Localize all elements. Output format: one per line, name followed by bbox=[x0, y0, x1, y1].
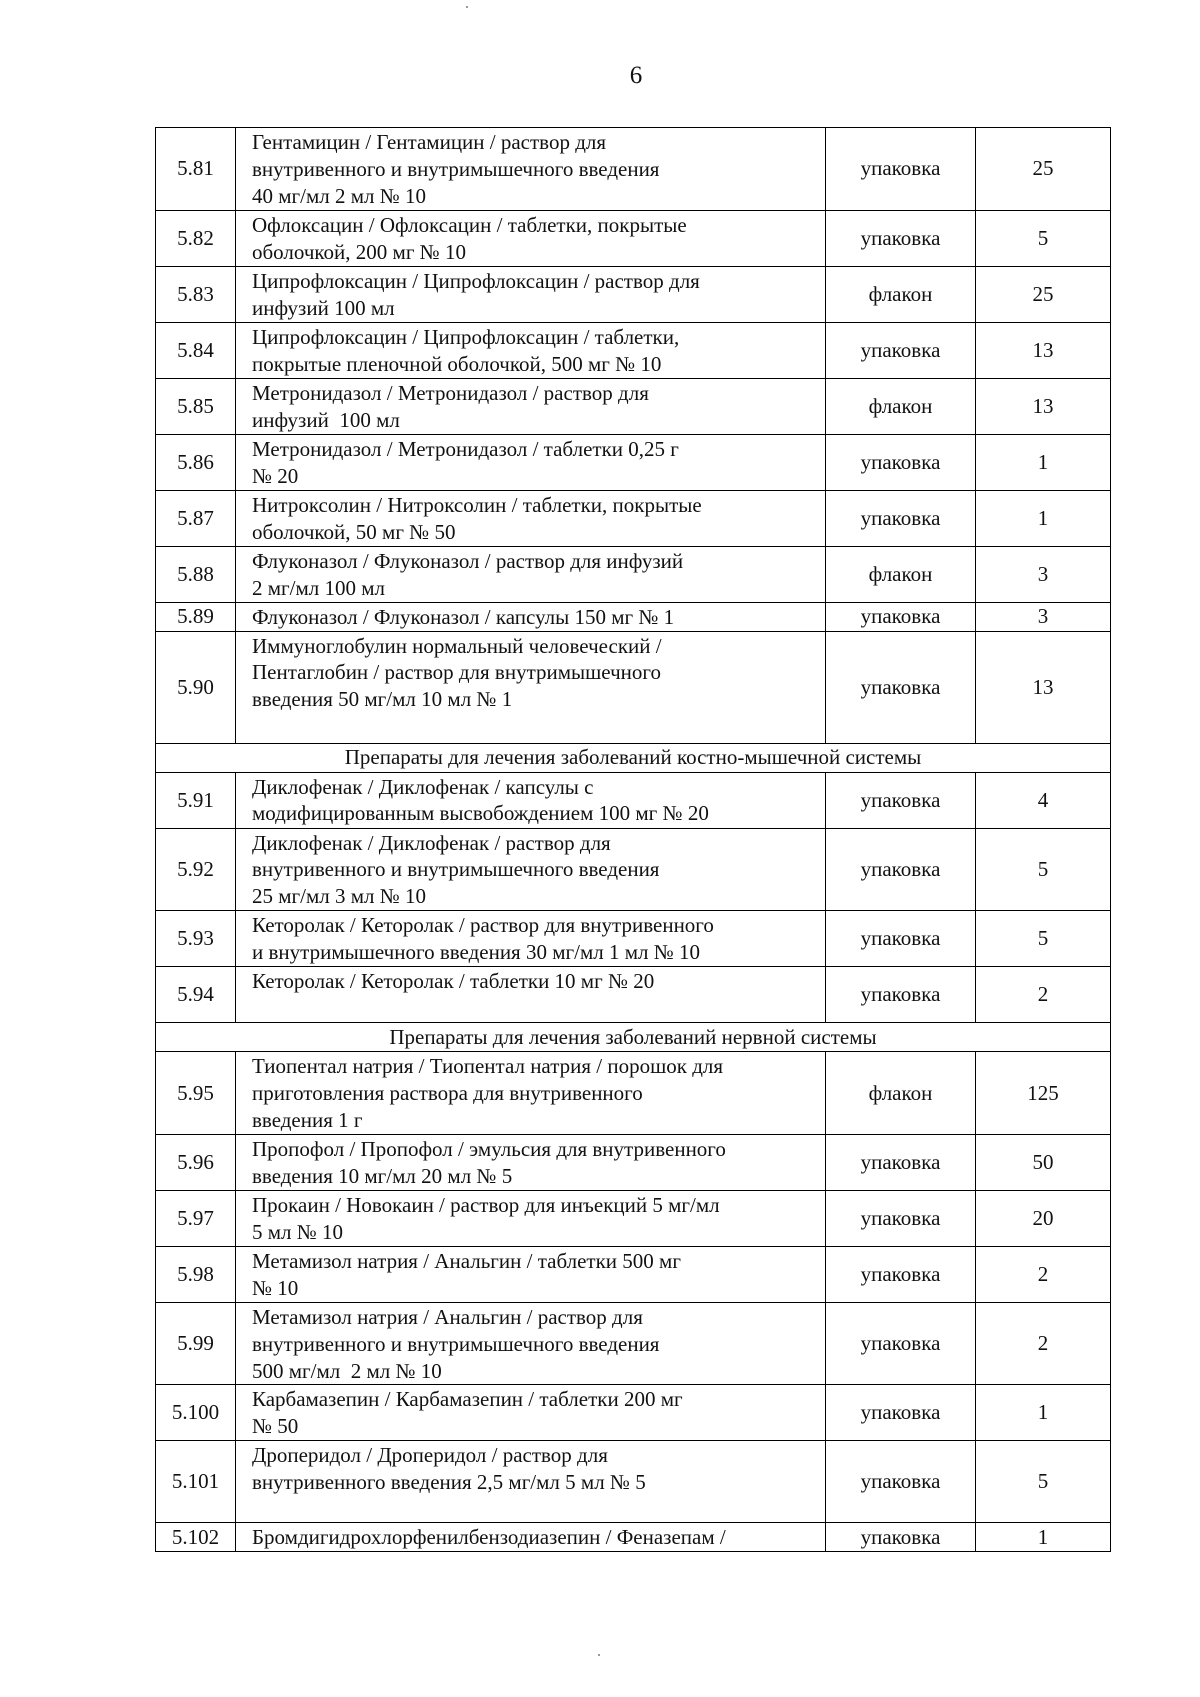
item-name-line: покрытые пленочной оболочкой, 500 мг № 10 bbox=[252, 351, 662, 376]
item-name-line: Флуконазол / Флуконазол / раствор для инфузий bbox=[252, 548, 684, 573]
item-name bbox=[236, 828, 826, 911]
item-name-line: Нитроксолин / Нитроксолин / таблетки, покрытые bbox=[252, 492, 702, 517]
item-quantity: 1 bbox=[976, 434, 1111, 490]
table-row bbox=[156, 911, 1111, 967]
item-quantity: 20 bbox=[976, 1190, 1111, 1246]
item-name-line: внутривенного и внутримышечного введения bbox=[252, 156, 660, 181]
item-unit: упаковка bbox=[826, 911, 976, 967]
medication-table bbox=[155, 127, 1111, 1552]
item-name-line: введения 10 мг/мл 20 мл № 5 bbox=[252, 1163, 513, 1188]
item-quantity: 3 bbox=[976, 602, 1111, 631]
item-unit: флакон bbox=[826, 1052, 976, 1135]
item-unit: упаковка bbox=[826, 772, 976, 828]
item-name-line: внутривенного и внутримышечного введения bbox=[252, 1331, 660, 1356]
item-unit: упаковка bbox=[826, 434, 976, 490]
item-quantity: 5 bbox=[976, 1441, 1111, 1523]
item-quantity: 5 bbox=[976, 210, 1111, 266]
item-quantity: 1 bbox=[976, 490, 1111, 546]
item-number: 5.95 bbox=[156, 1052, 236, 1135]
item-name bbox=[236, 1385, 826, 1441]
table-row bbox=[156, 631, 1111, 743]
item-name bbox=[236, 322, 826, 378]
item-unit: упаковка bbox=[826, 1523, 976, 1552]
item-unit: упаковка bbox=[826, 1441, 976, 1523]
item-number: 5.101 bbox=[156, 1441, 236, 1523]
item-name-line: Бромдигидрохлорфенилбензодиазепин / Феназепам / bbox=[252, 1525, 726, 1550]
item-name-line: Пропофол / Пропофол / эмульсия для внутривенного bbox=[252, 1136, 726, 1161]
item-name-line: № 50 bbox=[252, 1414, 299, 1439]
item-number: 5.87 bbox=[156, 490, 236, 546]
table-row bbox=[156, 546, 1111, 602]
item-name-line: приготовления раствора для внутривенного bbox=[252, 1081, 643, 1105]
item-number: 5.102 bbox=[156, 1523, 236, 1552]
item-unit: упаковка bbox=[826, 602, 976, 631]
item-quantity: 2 bbox=[976, 967, 1111, 1023]
table-row bbox=[156, 1246, 1111, 1302]
item-name bbox=[236, 1441, 826, 1523]
medication-table-body bbox=[156, 128, 1111, 1552]
item-number: 5.93 bbox=[156, 911, 236, 967]
item-name bbox=[236, 266, 826, 322]
item-number: 5.92 bbox=[156, 828, 236, 911]
item-name-line: Ципрофлоксацин / Ципрофлоксацин / раствор для bbox=[252, 268, 700, 293]
scan-speck bbox=[598, 1654, 600, 1656]
item-name-line: введения 50 мг/мл 10 мл № 1 bbox=[252, 687, 513, 712]
item-name bbox=[236, 210, 826, 266]
item-number: 5.94 bbox=[156, 967, 236, 1023]
item-name bbox=[236, 434, 826, 490]
item-name-line: Пентаглобин / раствор для внутримышечного bbox=[252, 660, 661, 685]
item-name-line: 25 мг/мл 3 мл № 10 bbox=[252, 884, 427, 909]
item-name bbox=[236, 1052, 826, 1135]
item-number: 5.83 bbox=[156, 266, 236, 322]
table-row bbox=[156, 434, 1111, 490]
table-row bbox=[156, 490, 1111, 546]
item-quantity: 50 bbox=[976, 1134, 1111, 1190]
item-quantity: 2 bbox=[976, 1246, 1111, 1302]
item-name-line: Офлоксацин / Офлоксацин / таблетки, покрытые bbox=[252, 212, 687, 237]
item-quantity: 13 bbox=[976, 631, 1111, 743]
item-quantity: 5 bbox=[976, 828, 1111, 911]
table-row bbox=[156, 266, 1111, 322]
item-unit: упаковка bbox=[826, 967, 976, 1023]
item-number: 5.99 bbox=[156, 1302, 236, 1385]
table-row bbox=[156, 1385, 1111, 1441]
item-number: 5.88 bbox=[156, 546, 236, 602]
item-name-line: Карбамазепин / Карбамазепин / таблетки 200 мг bbox=[252, 1387, 683, 1412]
item-name-line: инфузий 100 мл bbox=[252, 407, 400, 432]
item-unit: упаковка bbox=[826, 1190, 976, 1246]
item-name-line: инфузий 100 мл bbox=[252, 295, 395, 320]
item-name-line: и внутримышечного введения 30 мг/мл 1 мл № 10 bbox=[252, 940, 701, 964]
item-number: 5.86 bbox=[156, 434, 236, 490]
item-number: 5.97 bbox=[156, 1190, 236, 1246]
item-name bbox=[236, 1523, 826, 1552]
table-row bbox=[156, 378, 1111, 434]
table-row bbox=[156, 828, 1111, 911]
item-quantity: 3 bbox=[976, 546, 1111, 602]
scan-speck bbox=[466, 6, 468, 8]
item-name-line: Кеторолак / Кеторолак / таблетки 10 мг № 20 bbox=[252, 969, 655, 994]
table-row bbox=[156, 772, 1111, 828]
table-row bbox=[156, 128, 1111, 211]
item-name bbox=[236, 490, 826, 546]
item-quantity: 2 bbox=[976, 1302, 1111, 1385]
item-name-line: 5 мл № 10 bbox=[252, 1219, 344, 1244]
item-name-line: Прокаин / Новокаин / раствор для инъекций 5 мг/мл bbox=[252, 1192, 720, 1217]
item-name bbox=[236, 1302, 826, 1385]
section-title: Препараты для лечения заболеваний костно-мышечной системы bbox=[156, 743, 1111, 772]
item-number: 5.82 bbox=[156, 210, 236, 266]
page-number: 6 bbox=[629, 62, 643, 89]
item-name bbox=[236, 967, 826, 1023]
item-quantity: 5 bbox=[976, 911, 1111, 967]
item-quantity: 125 bbox=[976, 1052, 1111, 1135]
item-number: 5.98 bbox=[156, 1246, 236, 1302]
item-name-line: Метамизол натрия / Анальгин / таблетки 500 мг bbox=[252, 1248, 681, 1273]
item-unit: упаковка bbox=[826, 128, 976, 211]
item-number: 5.84 bbox=[156, 322, 236, 378]
table-row bbox=[156, 1523, 1111, 1552]
item-number: 5.100 bbox=[156, 1385, 236, 1441]
item-unit: упаковка bbox=[826, 1385, 976, 1441]
item-name-line: внутривенного и внутримышечного введения bbox=[252, 857, 660, 882]
item-name-line: Флуконазол / Флуконазол / капсулы 150 мг № 1 bbox=[252, 604, 675, 629]
item-number: 5.81 bbox=[156, 128, 236, 211]
item-number: 5.85 bbox=[156, 378, 236, 434]
item-quantity: 4 bbox=[976, 772, 1111, 828]
table-row bbox=[156, 1441, 1111, 1523]
item-name-line: Метронидазол / Метронидазол / таблетки 0,25 г bbox=[252, 436, 679, 461]
item-quantity: 25 bbox=[976, 266, 1111, 322]
item-name-line: Иммуноглобулин нормальный человеческий / bbox=[252, 633, 662, 658]
item-name bbox=[236, 631, 826, 743]
item-name-line: № 20 bbox=[252, 463, 299, 488]
item-unit: флакон bbox=[826, 546, 976, 602]
item-name-line: № 10 bbox=[252, 1275, 299, 1300]
item-name-line: модифицированным высвобождением 100 мг № 20 bbox=[252, 801, 709, 826]
item-unit: упаковка bbox=[826, 490, 976, 546]
item-name bbox=[236, 128, 826, 211]
item-name bbox=[236, 1190, 826, 1246]
table-row bbox=[156, 210, 1111, 266]
item-number: 5.89 bbox=[156, 602, 236, 631]
item-unit: упаковка bbox=[826, 210, 976, 266]
item-unit: упаковка bbox=[826, 631, 976, 743]
item-name-line: оболочкой, 50 мг № 50 bbox=[252, 519, 456, 544]
item-name-line: 2 мг/мл 100 мл bbox=[252, 575, 386, 600]
table-row bbox=[156, 1302, 1111, 1385]
table-row bbox=[156, 1052, 1111, 1135]
item-unit: упаковка bbox=[826, 1302, 976, 1385]
item-unit: упаковка bbox=[826, 1246, 976, 1302]
table-row bbox=[156, 967, 1111, 1023]
item-name-line: Тиопентал натрия / Тиопентал натрия / порошок для bbox=[252, 1054, 724, 1079]
item-name-line: Диклофенак / Диклофенак / капсулы с bbox=[252, 774, 594, 799]
item-name-line: 40 мг/мл 2 мл № 10 bbox=[252, 183, 427, 208]
section-header-row bbox=[156, 1023, 1111, 1052]
item-name-line: оболочкой, 200 мг № 10 bbox=[252, 239, 466, 264]
item-name bbox=[236, 378, 826, 434]
table-row bbox=[156, 1134, 1111, 1190]
item-name-line: Метронидазол / Метронидазол / раствор для bbox=[252, 380, 649, 405]
table-row bbox=[156, 322, 1111, 378]
item-name-line: Дроперидол / Дроперидол / раствор для bbox=[252, 1443, 608, 1468]
item-unit: флакон bbox=[826, 378, 976, 434]
item-unit: упаковка bbox=[826, 322, 976, 378]
item-quantity: 1 bbox=[976, 1523, 1111, 1552]
item-unit: флакон bbox=[826, 266, 976, 322]
item-number: 5.91 bbox=[156, 772, 236, 828]
item-name-line: Ципрофлоксацин / Ципрофлоксацин / таблетки, bbox=[252, 324, 680, 349]
item-unit: упаковка bbox=[826, 828, 976, 911]
item-name bbox=[236, 1246, 826, 1302]
table-row bbox=[156, 1190, 1111, 1246]
section-title: Препараты для лечения заболеваний нервной системы bbox=[156, 1023, 1111, 1052]
item-name-line: Диклофенак / Диклофенак / раствор для bbox=[252, 830, 611, 855]
item-name-line: Гентамицин / Гентамицин / раствор для bbox=[252, 130, 607, 154]
item-name bbox=[236, 772, 826, 828]
item-name-line: введения 1 г bbox=[252, 1107, 363, 1132]
item-name bbox=[236, 911, 826, 967]
item-number: 5.90 bbox=[156, 631, 236, 743]
section-header-row bbox=[156, 743, 1111, 772]
item-name bbox=[236, 602, 826, 631]
item-name-line: Метамизол натрия / Анальгин / раствор для bbox=[252, 1304, 643, 1329]
item-name-line: 500 мг/мл 2 мл № 10 bbox=[252, 1358, 442, 1383]
item-unit: упаковка bbox=[826, 1134, 976, 1190]
item-name-line: внутривенного введения 2,5 мг/мл 5 мл № 5 bbox=[252, 1470, 646, 1495]
item-name-line: Кеторолак / Кеторолак / раствор для внутривенного bbox=[252, 913, 714, 938]
table-row bbox=[156, 602, 1111, 631]
item-quantity: 25 bbox=[976, 128, 1111, 211]
item-quantity: 13 bbox=[976, 378, 1111, 434]
item-name bbox=[236, 546, 826, 602]
item-number: 5.96 bbox=[156, 1134, 236, 1190]
item-name bbox=[236, 1134, 826, 1190]
item-quantity: 1 bbox=[976, 1385, 1111, 1441]
item-quantity: 13 bbox=[976, 322, 1111, 378]
